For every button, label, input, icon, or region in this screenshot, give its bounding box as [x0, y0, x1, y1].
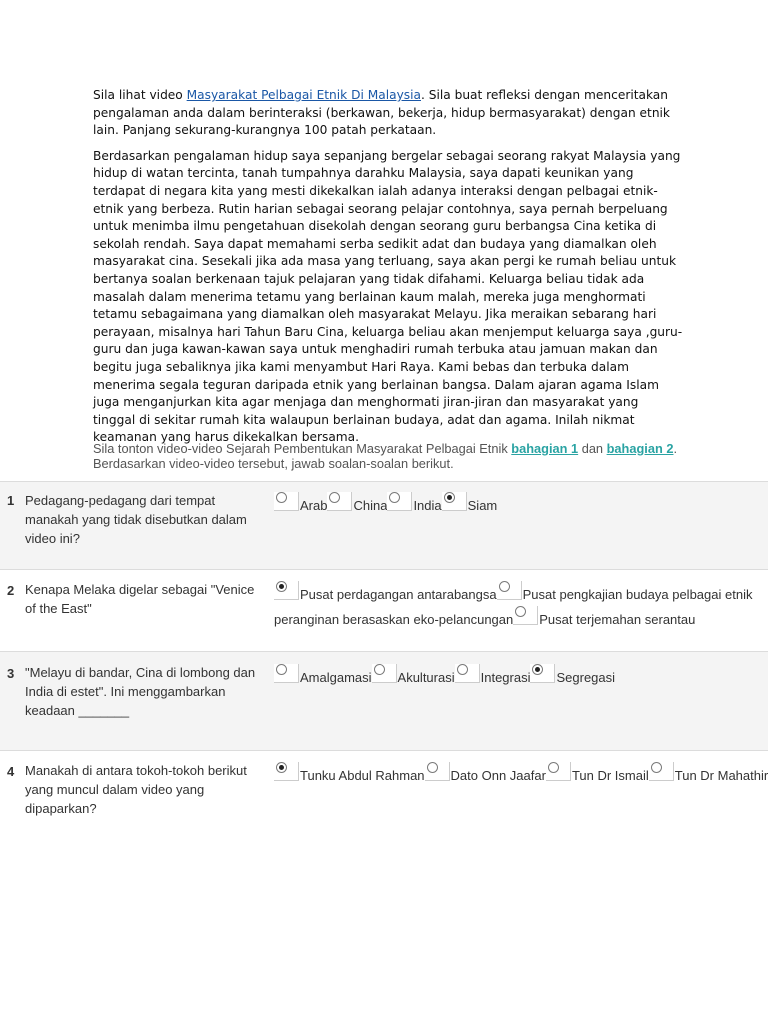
radio-button-selected[interactable] — [274, 762, 299, 781]
instruction-mid: dan — [578, 441, 607, 456]
question-row-2 — [0, 569, 768, 652]
radio-button-selected[interactable] — [530, 664, 555, 683]
question-row-1 — [0, 481, 768, 570]
option-label: Pusat pengkajian budaya pelbagai etnik — [522, 587, 753, 602]
option-tun-dr-mahathir[interactable] — [649, 762, 768, 783]
question-text: Manakah di antara tokoh-tokoh berikut yang muncul dalam video yang dipaparkan? — [25, 763, 247, 816]
radio-button[interactable] — [649, 762, 674, 781]
reflection-section — [93, 87, 683, 455]
question-text: Pedagang-pedagang dari tempat manakah yang tidak disebutkan dalam video ini? — [25, 493, 247, 546]
option-pusat-pengkajian[interactable] — [497, 581, 753, 602]
option-label: Tun Dr Mahathir — [674, 768, 768, 783]
option-arab[interactable] — [274, 492, 327, 513]
quiz-instruction — [93, 441, 693, 471]
prompt-prefix: Sila lihat video — [93, 88, 187, 102]
option-india[interactable] — [387, 492, 441, 513]
question-row-3 — [0, 651, 768, 751]
radio-button[interactable] — [455, 664, 480, 683]
question-number: 1 — [7, 493, 15, 508]
option-label: Siam — [467, 498, 498, 513]
question-row-4 — [0, 750, 768, 841]
option-label: Pusat terjemahan serantau — [539, 612, 696, 627]
radio-button[interactable] — [387, 492, 412, 511]
radio-button[interactable] — [327, 492, 352, 511]
instruction-prefix: Sila tonton video-video Sejarah Pembentukan Masyarakat Pelbagai Etnik — [93, 441, 512, 456]
question-text: "Melayu di bandar, Cina di lombong dan India di estet". Ini menggambarkan keadaan _______ — [25, 665, 256, 718]
option-akulturasi[interactable] — [372, 664, 455, 685]
option-china[interactable] — [327, 492, 387, 513]
instruction-suffix: . Berdasarkan video-video tersebut, jawab soalan-soalan berikut. — [93, 441, 678, 471]
video-link-bahagian-2[interactable]: bahagian 2 — [606, 441, 674, 456]
radio-button[interactable] — [425, 762, 450, 781]
radio-button[interactable] — [372, 664, 397, 683]
option-integrasi[interactable] — [455, 664, 531, 685]
question-number: 4 — [7, 764, 15, 779]
option-segregasi[interactable] — [530, 664, 615, 685]
option-label: Dato Onn Jaafar — [450, 768, 546, 783]
option-pusat-perdagangan[interactable] — [274, 581, 497, 602]
radio-button[interactable] — [546, 762, 571, 781]
reflection-answer: Berdasarkan pengalaman hidup saya sepanjang bergelar sebagai seorang rakyat Malaysia yang hidup di watan tercinta, tanah tumpahnya darahku Malaysia, saya dapati keunikan yang terdapat di negara kita yang mesti dikekalkan ialah adanya interaksi dengan pelbagai etnik-etnik yang berbeza. Rutin harian sebagai seorang pelajar contohnya, saya pernah berpeluang untuk menimba ilmu pengetahuan disekolah dengan seorang guru berbangsa Cina ketika di sekolah rendah. Saya dapat memahami serba sedikit adat dan budaya yang diamalkan oleh masyarakat cina. Sesekali jika ada masa yang terluang, saya akan pergi ke rumah beliau untuk bertanya soalan berkenaan tajuk pelajaran yang tidak difahami. Keluarga beliau tidak ada masalah dalam menerima tetamu yang berlainan kaum malah, mereka juga menghormati tetamu sebagaimana yang diamalkan oleh masyarakat Melayu. Jika meraikan sebarang hari perayaan, misalnya hari Tahun Baru Cina, keluarga beliau akan menjemput keluarga saya ,guru-guru dan juga kawan-kawan saya untuk menghadiri rumah terbuka atau jamuan makan dan begitu juga sebaliknya jika kami menyambut Hari Raya. Kami bebas dan terbuka dalam menerima segala teguran daripada etnik yang berlainan bangsa. Dalam ajaran agama Islam juga menganjurkan kita agar menjaga dan menghormati jiran-jiran dan masyarakat yang tinggal di sekitar rumah kita walaupun berlainan budaya, adat dan agama. Inilah nikmat keamanan yang harus dikekalkan bersama. — [93, 148, 683, 445]
option-label: Tun Dr Ismail — [571, 768, 649, 783]
option-label: Amalgamasi — [300, 670, 372, 685]
option-label: Akulturasi — [397, 670, 455, 685]
option-label: Pusat perdagangan antarabangsa — [300, 587, 497, 602]
option-label: Arab — [300, 498, 328, 513]
option-tun-dr-ismail[interactable] — [546, 762, 649, 783]
option-tunku-abdul-rahman[interactable] — [274, 762, 425, 783]
option-amalgamasi[interactable] — [274, 664, 372, 685]
video-link-masyarakat[interactable]: Masyarakat Pelbagai Etnik Di Malaysia — [186, 88, 421, 102]
reflection-prompt — [93, 87, 683, 140]
option-label: peranginan berasaskan eko-pelancungan — [274, 612, 514, 627]
radio-button[interactable] — [274, 664, 299, 683]
option-pusat-terjemahan[interactable] — [513, 606, 695, 627]
option-label: China — [353, 498, 388, 513]
video-link-bahagian-1[interactable]: bahagian 1 — [511, 441, 579, 456]
option-dato-onn-jaafar[interactable] — [425, 762, 546, 783]
option-label: India — [413, 498, 442, 513]
question-text: Kenapa Melaka digelar sebagai "Venice of the East" — [25, 582, 255, 616]
radio-button[interactable] — [497, 581, 522, 600]
radio-button[interactable] — [274, 492, 299, 511]
option-label: Segregasi — [556, 670, 616, 685]
radio-button-selected[interactable] — [274, 581, 299, 600]
question-number: 3 — [7, 666, 15, 681]
question-number: 2 — [7, 583, 15, 598]
option-siam[interactable] — [442, 492, 498, 513]
option-label: Integrasi — [480, 670, 531, 685]
prompt-suffix: . Sila buat refleksi dengan menceritakan pengalaman anda dalam berinteraksi (berkawan, bekerja, hidup bermasyarakat) dengan etnik lain. Panjang sekurang-kurangnya 100 patah perkataan. — [93, 88, 670, 138]
option-label: Tunku Abdul Rahman — [300, 768, 425, 783]
radio-button[interactable] — [513, 606, 538, 625]
radio-button-selected[interactable] — [442, 492, 467, 511]
option-peranginan[interactable] — [274, 606, 513, 627]
